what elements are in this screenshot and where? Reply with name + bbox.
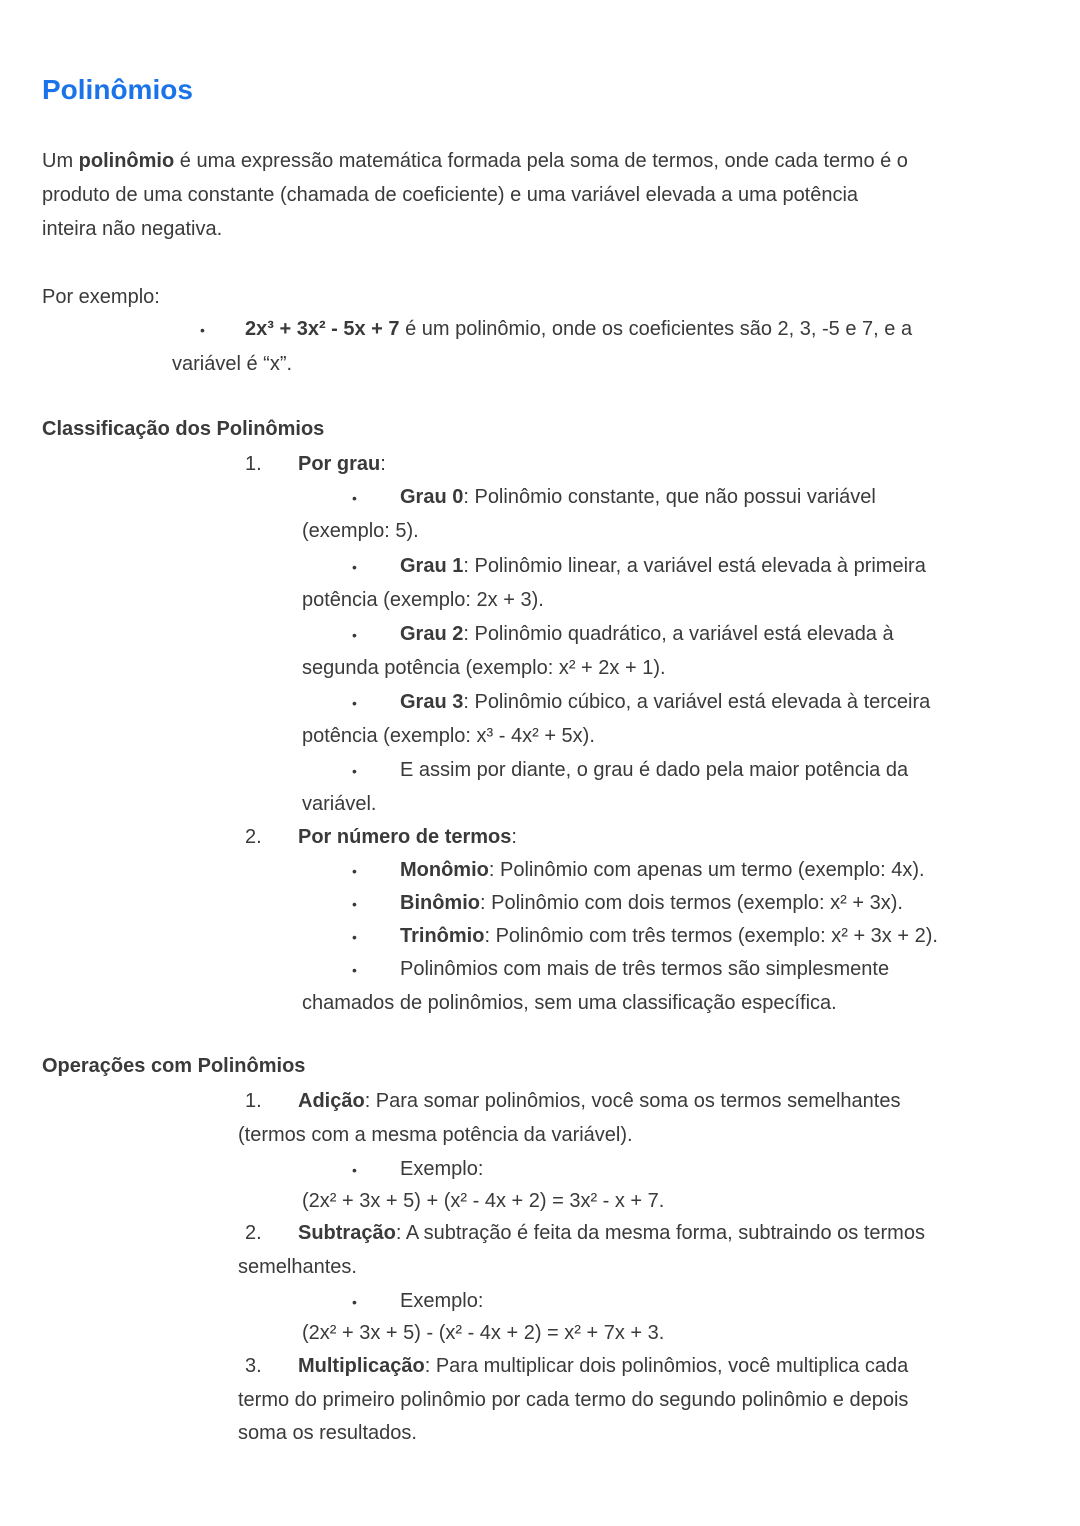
adicao-text: : Para somar polinômios, você soma os termos semelhantes <box>364 1090 901 1112</box>
subtracao-item <box>0 1216 1080 1250</box>
grau-0-continuation: (exemplo: 5). <box>302 520 419 542</box>
bullet-icon: • <box>352 763 357 779</box>
example-2-label: Exemplo: <box>400 1290 484 1312</box>
item-1-term: Por grau <box>298 453 381 475</box>
grau-1-term: Grau 1 <box>400 555 464 577</box>
binomio-item <box>0 886 1080 920</box>
bullet-icon: • <box>352 490 357 506</box>
example-1-label-item <box>0 1152 1080 1186</box>
example-label: Por exemplo: <box>42 286 160 308</box>
bullet-icon: • <box>352 929 357 945</box>
bullet-icon: • <box>352 627 357 643</box>
multiplicacao-continuation-2: soma os resultados. <box>238 1422 417 1444</box>
monomio-term: Monômio <box>400 859 489 881</box>
multiplicacao-item <box>0 1349 1080 1383</box>
grau-0-text: : Polinômio constante, que não possui variável <box>463 486 876 508</box>
intro-paragraph-line-2: produto de uma constante (chamada de coeficiente) e uma variável elevada a uma potência <box>42 184 859 206</box>
example-bullet-item <box>0 312 1080 346</box>
grau-etc-item <box>0 753 1080 787</box>
list-number: 1. <box>245 453 262 475</box>
multiplicacao-text: : Para multiplicar dois polinômios, você multiplica cada <box>424 1355 909 1377</box>
classification-heading: Classificação dos Polinômios <box>42 418 325 440</box>
multiplicacao-continuation-1: termo do primeiro polinômio por cada termo do segundo polinômio e depois <box>238 1389 909 1411</box>
classification-item-1 <box>0 447 1080 481</box>
trinomio-text: : Polinômio com três termos (exemplo: x² + 3x + 2). <box>484 925 938 947</box>
grau-1-text: : Polinômio linear, a variável está elevada à primeira <box>463 555 926 577</box>
example-2-label-item <box>0 1284 1080 1318</box>
others-text: Polinômios com mais de três termos são simplesmente <box>400 958 890 980</box>
bullet-icon: • <box>352 695 357 711</box>
trinomio-term: Trinômio <box>400 925 485 947</box>
example-1-equation: (2x² + 3x + 5) + (x² - 4x + 2) = 3x² - x + 7. <box>302 1190 665 1212</box>
grau-0-item <box>0 480 1080 514</box>
binomio-text: : Polinômio com dois termos (exemplo: x² + 3x). <box>480 892 903 914</box>
grau-3-continuation: potência (exemplo: x³ - 4x² + 5x). <box>302 725 595 747</box>
monomio-text: : Polinômio com apenas um termo (exemplo: 4x). <box>488 859 925 881</box>
example-2-equation: (2x² + 3x + 5) - (x² - 4x + 2) = x² + 7x + 3. <box>302 1322 665 1344</box>
bullet-icon: • <box>352 896 357 912</box>
bullet-icon: • <box>352 559 357 575</box>
example-polynomial: 2x³ + 3x² - 5x + 7 <box>245 318 400 340</box>
subtracao-continuation: semelhantes. <box>238 1256 357 1278</box>
grau-3-text: : Polinômio cúbico, a variável está elevada à terceira <box>463 691 931 713</box>
grau-etc-continuation: variável. <box>302 793 377 815</box>
bullet-icon: • <box>200 322 205 338</box>
list-number: 2. <box>245 1222 262 1244</box>
example-text: é um polinômio, onde os coeficientes são 2, 3, -5 e 7, e a <box>399 318 913 340</box>
adicao-continuation: (termos com a mesma potência da variável). <box>238 1124 633 1146</box>
adicao-item <box>0 1084 1080 1118</box>
list-number: 2. <box>245 826 262 848</box>
list-number: 3. <box>245 1355 262 1377</box>
binomio-term: Binômio <box>400 892 480 914</box>
subtracao-term: Subtração <box>298 1222 396 1244</box>
intro-paragraph-line-3: inteira não negativa. <box>42 218 223 240</box>
intro-term-polinomio: polinômio <box>78 150 175 172</box>
intro-text-pre: Um <box>42 150 79 172</box>
grau-2-item <box>0 617 1080 651</box>
list-number: 1. <box>245 1090 262 1112</box>
intro-text-rest: é uma expressão matemática formada pela soma de termos, onde cada termo é o <box>174 150 908 172</box>
operations-heading: Operações com Polinômios <box>42 1055 306 1077</box>
intro-paragraph-line-1 <box>0 144 1080 178</box>
bullet-icon: • <box>352 863 357 879</box>
grau-1-continuation: potência (exemplo: 2x + 3). <box>302 589 544 611</box>
classification-item-2 <box>0 820 1080 854</box>
adicao-term: Adição <box>298 1090 365 1112</box>
grau-3-item <box>0 685 1080 719</box>
grau-1-item <box>0 549 1080 583</box>
page-title: Polinômios <box>42 74 193 105</box>
others-continuation: chamados de polinômios, sem uma classificação específica. <box>302 992 837 1014</box>
item-2-colon: : <box>511 826 517 848</box>
grau-2-continuation: segunda potência (exemplo: x² + 2x + 1). <box>302 657 666 679</box>
item-2-term: Por número de termos <box>298 826 512 848</box>
grau-2-term: Grau 2 <box>400 623 464 645</box>
grau-0-term: Grau 0 <box>400 486 464 508</box>
grau-etc-text: E assim por diante, o grau é dado pela maior potência da <box>400 759 909 781</box>
others-item <box>0 952 1080 986</box>
subtracao-text: : A subtração é feita da mesma forma, subtraindo os termos <box>395 1222 925 1244</box>
multiplicacao-term: Multiplicação <box>298 1355 425 1377</box>
trinomio-item <box>0 919 1080 953</box>
item-1-colon: : <box>380 453 386 475</box>
example-1-label: Exemplo: <box>400 1158 484 1180</box>
bullet-icon: • <box>352 1294 357 1310</box>
monomio-item <box>0 853 1080 887</box>
grau-2-text: : Polinômio quadrático, a variável está elevada à <box>463 623 894 645</box>
example-continuation: variável é “x”. <box>172 353 293 375</box>
bullet-icon: • <box>352 1162 357 1178</box>
bullet-icon: • <box>352 962 357 978</box>
grau-3-term: Grau 3 <box>400 691 464 713</box>
